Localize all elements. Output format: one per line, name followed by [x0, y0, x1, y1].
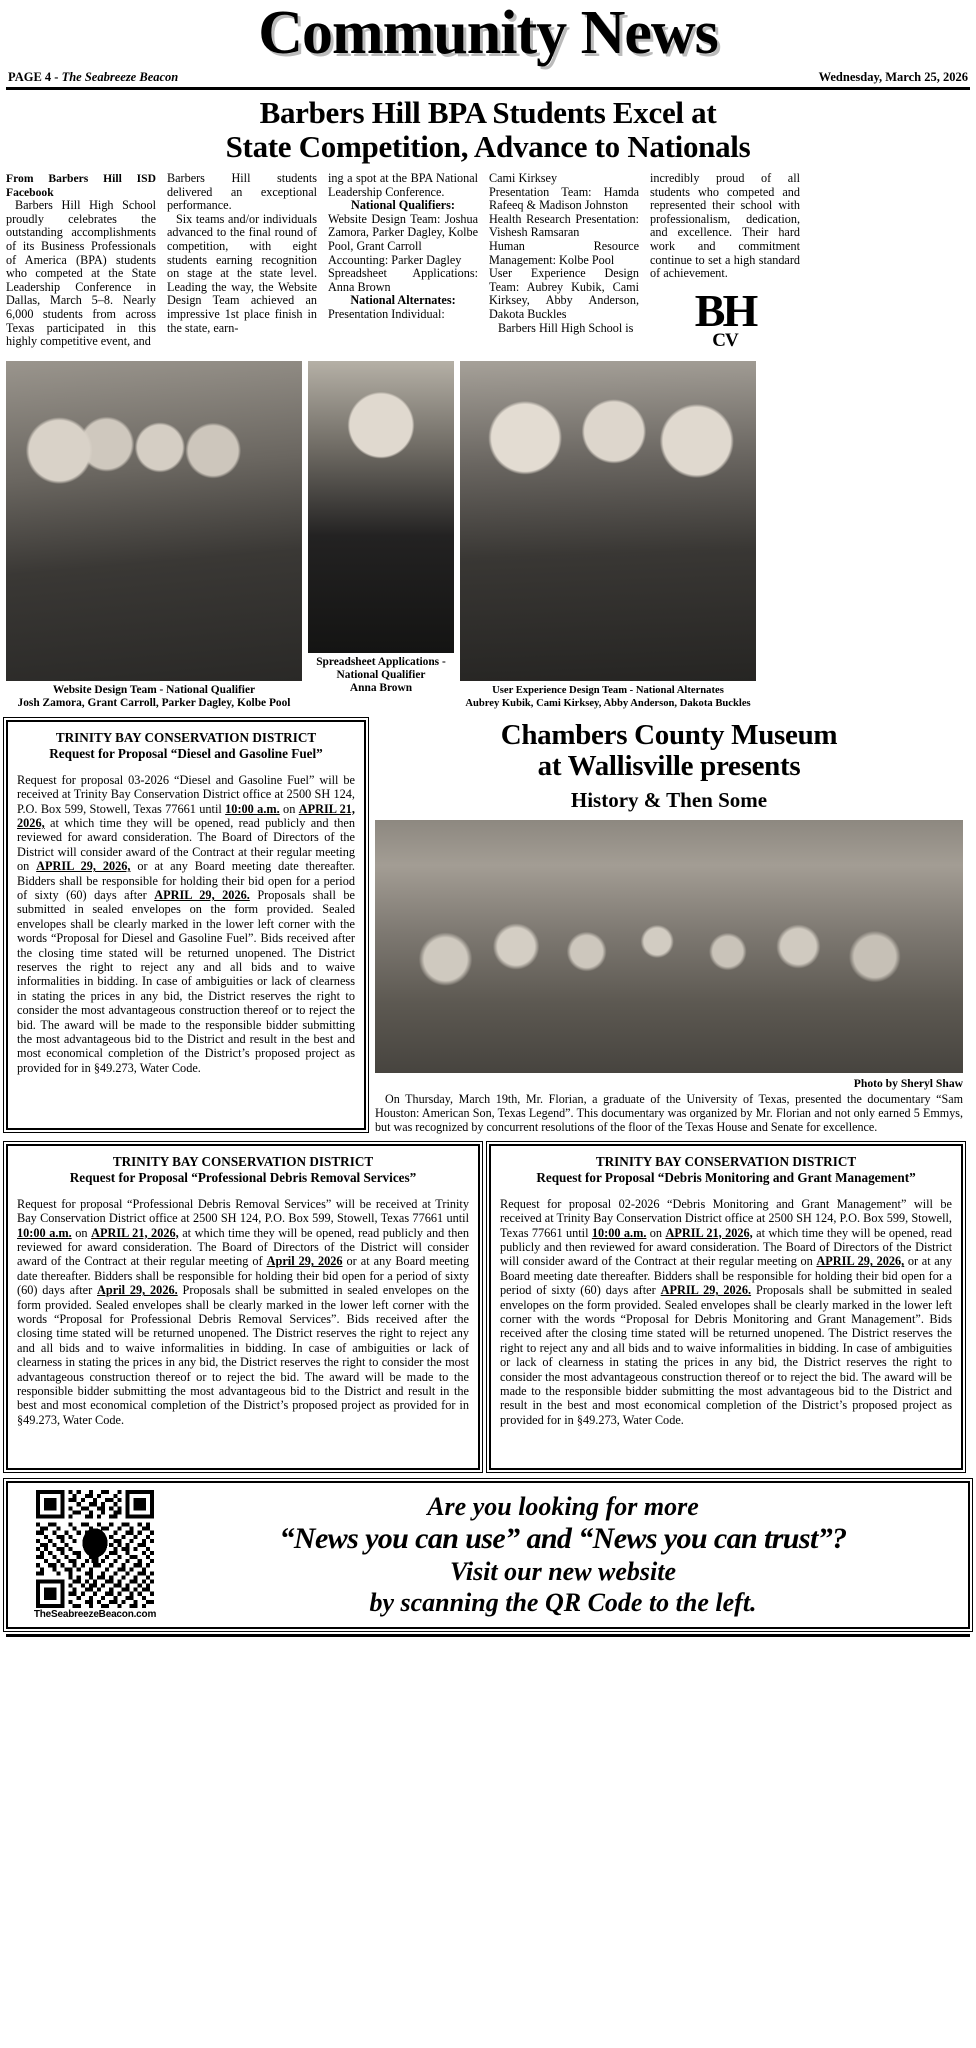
ad-text: on — [646, 1225, 666, 1240]
article-column-4 — [489, 172, 639, 335]
ad-text: on — [279, 801, 299, 816]
logo-subtext: CV — [712, 329, 738, 351]
ad-text: Request for proposal 03-2026 “Diesel and Gasoline Fuel” will be received at Trinity Bay Conservation District office at 2500 SH 124, P.O. Box 599, Stowell, Texas 77661 until — [17, 772, 355, 816]
ad-text: at which time they will be opened, read publicly and then reviewed for award consideration. The Board of Directors of the District will consider award of the Contract at their regular meeting of — [17, 1225, 469, 1269]
article-paragraph: Human Resource Management: Kolbe Pool — [489, 238, 639, 267]
museum-feature — [375, 720, 963, 1134]
article-column-2 — [167, 172, 317, 335]
article-column-3 — [328, 172, 478, 322]
article-paragraph: ing a spot at the BPA National Leadership Conference. — [328, 171, 478, 199]
ad-emphasis-date: APRIL 21, 2026, — [17, 801, 355, 830]
ad-emphasis-date: April 29, 2026. — [97, 1283, 178, 1298]
dateline — [6, 64, 970, 87]
caption-line: Website Design Team - National Qualifier — [52, 683, 256, 696]
ad-emphasis-date: APRIL 29, 2026, — [816, 1254, 905, 1269]
page-bottom-rule — [6, 1634, 970, 1637]
caption-line: National Qualifier — [336, 668, 426, 681]
promo-line-1: Are you looking for more — [427, 1491, 699, 1521]
photo-strip — [6, 361, 970, 710]
page-and-publication — [8, 70, 178, 85]
ad-emphasis-time: 10:00 a.m. — [591, 1225, 647, 1240]
ad-text: or at any Board meeting date thereafter. Bidders shall be responsible for holding their bid open for a period of sixty (60) days after — [17, 859, 355, 902]
museum-caption — [375, 1092, 963, 1134]
ad-title: TRINITY BAY CONSERVATION DISTRICT — [55, 729, 317, 745]
ad-text: on — [71, 1225, 92, 1240]
museum-heading-line-2: at Wallisville presents — [537, 749, 801, 782]
article-paragraph: Presentation Individual: — [328, 306, 445, 321]
content-row-middle — [6, 720, 970, 1134]
barbers-hill-logo — [679, 284, 771, 351]
website-url: TheSeabreezeBeacon.com — [33, 1608, 157, 1620]
article-subheading-national-qualifiers: National Qualifiers: — [351, 198, 455, 213]
ad-body — [500, 1197, 952, 1428]
article-paragraph: Health Research Presentation: Vishesh Ramsaran — [489, 211, 639, 240]
caption-spreadsheet-applications — [308, 653, 454, 695]
ad-text: Proposals shall be submitted in sealed envelopes on the form provided. Sealed envelopes shall be clearly marked in the lower left corner with the words “Proposal for Professional Debris Removal Services”. Bids received after the closing time stated will be returned unopened. The District reserves the right to reject any and all bids and to waive informalities in bidding. In case of ambiguities or lack of clearness in stating the prices in any bid, the District reserves the right to consider the most advantageous construction thereof or to reject the bid. The award will be made to the responsible bidder submitting the most advantageous bid to the District and result in the best and most economical completion of the District’s proposed project as provided for in §49.273, Water Code. — [17, 1283, 469, 1427]
article-column-5 — [650, 172, 800, 351]
article-subheading-national-alternates: National Alternates: — [350, 293, 456, 308]
ad-emphasis-date: April 29, 2026 — [266, 1254, 343, 1269]
ad-diesel-and-gasoline-fuel — [6, 720, 366, 1130]
ad-text: at which time they will be opened, read publicly and then reviewed for award consideration. The Board of Directors of the District will consider award of the Contract at their regular meeting on — [500, 1225, 952, 1269]
caption-line: Anna Brown — [349, 681, 413, 694]
ad-professional-debris-removal — [6, 1144, 480, 1470]
article-headline — [6, 96, 970, 164]
article-paragraph: Barbers Hill High School is — [498, 320, 634, 335]
photo-website-design-team — [6, 361, 302, 681]
caption-line: Josh Zamora, Grant Carroll, Parker Dagley, Kolbe Pool — [17, 696, 291, 709]
page-title: Community News — [258, 0, 718, 67]
caption-user-experience-design-team — [460, 681, 756, 710]
promo-text — [170, 1492, 956, 1618]
caption-website-design-team — [6, 681, 302, 710]
ad-subtitle: Request for Proposal “Debris Monitoring and Grant Management” — [536, 1169, 916, 1185]
qr-code-svg — [36, 1490, 154, 1608]
ad-text: Request for proposal “Professional Debris Removal Services” will be received at Trinity Bay Conservation District office at 2500 SH 124, P.O. Box 599, Stowell, Texas 77661 until — [17, 1196, 469, 1226]
masthead — [6, 0, 970, 67]
headline-line-1: Barbers Hill BPA Students Excel at — [259, 95, 717, 130]
promo-line-4: by scanning the QR Code to the left. — [369, 1587, 757, 1617]
logo-initials: BH — [694, 284, 756, 336]
ad-emphasis-date: APRIL 29, 2026. — [154, 888, 250, 902]
page-label: PAGE 4 - — [8, 70, 62, 84]
photo-spreadsheet-applications — [308, 361, 454, 653]
ad-emphasis-time: 10:00 a.m. — [17, 1225, 72, 1240]
article-body — [6, 172, 970, 351]
caption-line: User Experience Design Team - National Alternates — [492, 684, 724, 696]
qr-code-icon[interactable] — [36, 1490, 154, 1608]
ad-text: Proposals shall be submitted in sealed envelopes on the form provided. Sealed envelopes shall be clearly marked in the lower left corner with the words “Proposal for Diesel and Gasoline Fuel”. Bids received after the closing time stated will be returned unopened. The District reserves the right to reject any and all bids and to waive informalities in bidding. In case of ambiguities or lack of clearness in stating the prices in any bid, the District reserves the right to consider the most advantageous construction thereof or to reject the bid. The award will be made to the responsible bidder submitting the most advantageous bid to the District and result in the best and most economical completion of the District’s proposed project as provided for in §49.273, Water Code. — [17, 888, 355, 1075]
article-paragraph: Barbers Hill students delivered an exceptional performance. — [167, 171, 317, 213]
museum-heading — [375, 720, 963, 782]
ad-title: TRINITY BAY CONSERVATION DISTRICT — [595, 1153, 857, 1169]
article-paragraph: Presentation Team: Hamda Rafeeq & Madison Johnston — [489, 184, 639, 213]
ad-subtitle: Request for Proposal “Diesel and Gasoline Fuel” — [49, 745, 323, 761]
publication-name: The Seabreeze Beacon — [61, 70, 179, 84]
content-row-ads — [6, 1144, 970, 1470]
ad-text: Request for proposal 02-2026 “Debris Monitoring and Grant Management” will be received at Trinity Bay Conservation District office at 2500 SH 124, P.O. Box 599, Stowell, Texas 77661 until — [500, 1196, 952, 1240]
photo-user-experience-design-team — [460, 361, 756, 681]
ad-emphasis-date: APRIL 21, 2026, — [91, 1225, 179, 1240]
ad-emphasis-date: APRIL 21, 2026, — [665, 1225, 753, 1240]
caption-line: Aubrey Kubik, Cami Kirksey, Abby Anderson, Dakota Buckles — [465, 697, 751, 709]
photo-credit: Photo by Sheryl Shaw — [853, 1076, 963, 1090]
museum-caption-text: On Thursday, March 19th, Mr. Florian, a graduate of the University of Texas, presented the documentary “Sam Houston: American Son, Texas Legend”. This documentary was organized by Mr. Florian and not only earned 5 Emmys, but was recognized by concurrent resolutions of the floor of the Texas House and Senate for excellence. — [375, 1091, 963, 1134]
photo-museum-group — [375, 820, 963, 1073]
ad-title: TRINITY BAY CONSERVATION DISTRICT — [112, 1153, 374, 1169]
ad-debris-monitoring-and-grant-management — [489, 1144, 963, 1470]
ad-subtitle: Request for Proposal “Professional Debris Removal Services” — [69, 1169, 417, 1185]
ad-emphasis-time: 10:00 a.m. — [225, 801, 280, 816]
ad-body — [17, 773, 355, 1076]
qr-block[interactable] — [20, 1490, 170, 1620]
issue-date: Wednesday, March 25, 2026 — [818, 70, 968, 84]
ad-emphasis-date: APRIL 29, 2026. — [660, 1283, 752, 1298]
article-byline: From Barbers Hill ISD Facebook — [6, 172, 156, 199]
ad-emphasis-date: APRIL 29, 2026, — [36, 859, 131, 874]
ad-body — [17, 1197, 469, 1428]
promo-banner[interactable] — [6, 1481, 970, 1629]
article-paragraph: Spreadsheet Applications: Anna Brown — [328, 266, 478, 294]
ad-text: at which time they will be opened, read publicly and then reviewed for award consideration. The Board of Directors of the District will consider award of the Contract at their regular meeting on — [17, 815, 355, 874]
ad-text: Proposals shall be submitted in sealed envelopes on the form provided. Sealed envelopes shall be clearly marked in the lower left corner with the words “Proposal for Debris Monitoring and Grant Management”. Bids received after the closing time stated will be returned unopened. The District reserves the right to reject any and all bids and to waive informalities in bidding. In case of ambiguities or lack of clearness in stating the prices in any bid, the District reserves the right to consider the most advantageous construction thereof or to reject the bid. The award will be made to the responsible bidder submitting the most advantageous bid to the District and result in the best and most economical completion of the District’s proposed project as provided for in §49.273, Water Code. — [500, 1283, 952, 1427]
article-column-1 — [6, 172, 156, 349]
ad-text: or at any Board meeting date thereafter. Bidders shall be responsible for holding their bid open for a period of sixty (60) days after — [500, 1254, 952, 1298]
article-paragraph: Accounting: Parker Dagley — [328, 252, 462, 267]
article-paragraph: Six teams and/or individuals advanced to the final round of competition, with eight students earning recognition on stage at the state level. Leading the way, the Website Design Team achieved an impressive 1st place finish in the state, earn- — [167, 211, 317, 335]
article-paragraph: Barbers Hill High School proudly celebrates the outstanding accomplishments of its Business Professionals of America (BPA) students who competed at the State Leadership Conference in Dallas, March 5–8. Nearly 6,000 students from across Texas participated in this highly competitive event, and — [6, 198, 156, 349]
article-paragraph: Website Design Team: Joshua Zamora, Parker Dagley, Kolbe Pool, Grant Carroll — [328, 211, 478, 253]
article-paragraph: incredibly proud of all students who competed and represented their school with professionalism, dedication, and excellence. Their hard work and commitment continue to set a high standard of achievement. — [650, 171, 800, 281]
article-paragraph: Cami Kirksey — [489, 171, 558, 185]
article-paragraph: User Experience Design Team: Aubrey Kubik, Cami Kirksey, Abby Anderson, Dakota Buckles — [489, 266, 639, 321]
museum-subheading: History & Then Some — [570, 787, 768, 812]
header-divider — [6, 87, 970, 90]
ad-text: or at any Board meeting date thereafter. Bidders shall be responsible for holding their bid open for a period of sixty (60) days after — [17, 1254, 470, 1298]
museum-heading-line-1: Chambers County Museum — [500, 718, 838, 751]
caption-line: Spreadsheet Applications - — [316, 655, 446, 668]
promo-line-2: “News you can use” and “News you can trust”? — [279, 1521, 847, 1555]
headline-line-2: State Competition, Advance to Nationals — [225, 129, 751, 164]
promo-line-3: Visit our new website — [449, 1556, 677, 1586]
